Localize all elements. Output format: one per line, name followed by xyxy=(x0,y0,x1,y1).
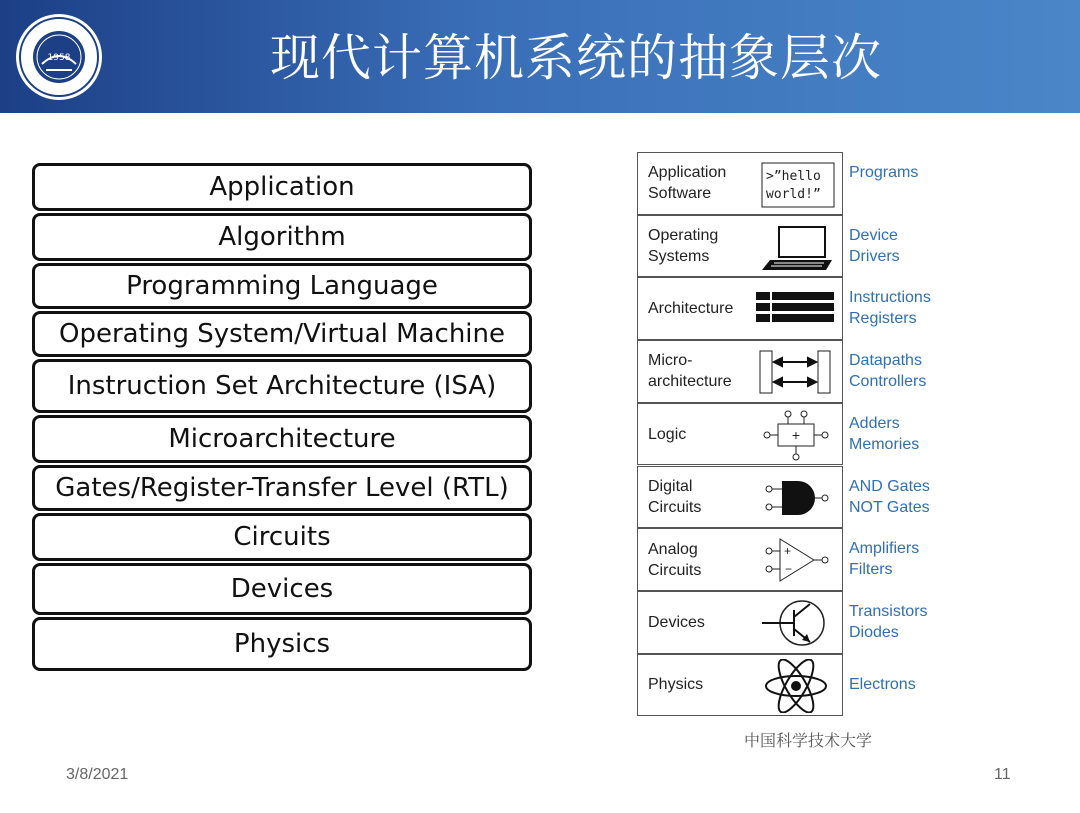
terminal-line-1: >”hello xyxy=(766,169,821,184)
abstraction-level-label: Digital Circuits xyxy=(648,477,702,516)
layer-box: Circuits xyxy=(32,513,532,561)
opamp-icon xyxy=(752,533,836,587)
abstraction-example-label: Datapaths Controllers xyxy=(849,352,927,391)
slide-page-number: 11 xyxy=(994,766,1011,783)
adder-icon xyxy=(752,408,836,462)
laptop-icon xyxy=(752,220,836,274)
abstraction-row xyxy=(637,340,843,403)
abstraction-row xyxy=(637,403,843,466)
abstraction-row xyxy=(637,528,843,591)
datapath-icon xyxy=(752,345,836,399)
university-logo xyxy=(14,12,104,102)
layer-box: Operating System/Virtual Machine xyxy=(32,311,532,357)
abstraction-example-label: Amplifiers Filters xyxy=(849,540,920,579)
and-gate-icon xyxy=(752,471,836,525)
abstraction-row xyxy=(637,466,843,529)
slide-header xyxy=(0,0,1080,113)
abstraction-example-label: AND Gates NOT Gates xyxy=(849,477,930,516)
abstraction-level-label: Logic xyxy=(648,425,687,443)
page-title: 现代计算机系统的抽象层次 xyxy=(270,29,882,87)
abstraction-example-label: Transistors Diodes xyxy=(849,602,928,641)
abstraction-example-label: Adders Memories xyxy=(849,414,920,453)
layer-box: Microarchitecture xyxy=(32,415,532,463)
abstraction-level-label: Operating Systems xyxy=(648,227,719,266)
abstraction-row xyxy=(637,654,843,717)
abstraction-example-label: Instructions Registers xyxy=(849,289,931,328)
abstraction-level-label: Micro- architecture xyxy=(648,352,732,391)
layer-box: Gates/Register-Transfer Level (RTL) xyxy=(32,465,532,511)
svg-text:1958: 1958 xyxy=(47,53,71,63)
abstraction-row xyxy=(637,591,843,654)
svg-text:+: + xyxy=(791,426,801,443)
slide-date: 3/8/2021 xyxy=(66,766,129,783)
layer-box: Algorithm xyxy=(32,213,532,261)
abstraction-example-label: Device Drivers xyxy=(849,226,900,265)
university-caption: 中国科学技术大学 xyxy=(744,731,873,750)
abstraction-example-label: Electrons xyxy=(849,675,916,693)
hello-world-terminal-icon xyxy=(752,157,836,211)
abstraction-level-label: Architecture xyxy=(648,300,734,318)
abstraction-table xyxy=(637,152,843,716)
layer-box: Application xyxy=(32,163,532,211)
terminal-line-2: world!” xyxy=(766,187,821,202)
abstraction-level-label: Physics xyxy=(648,676,704,694)
svg-text:−: − xyxy=(785,562,793,577)
abstraction-row xyxy=(637,277,843,340)
svg-text:+: + xyxy=(784,544,792,559)
transistor-icon xyxy=(752,596,836,650)
layer-box: Physics xyxy=(32,617,532,671)
abstraction-row xyxy=(637,215,843,278)
abstraction-row xyxy=(637,152,843,215)
layer-box: Devices xyxy=(32,563,532,615)
instruction-bars-icon xyxy=(752,282,836,336)
layer-box: Instruction Set Architecture (ISA) xyxy=(32,359,532,413)
abstraction-level-label: Application Software xyxy=(648,164,727,203)
abstraction-level-label: Analog Circuits xyxy=(648,540,702,579)
layer-box: Programming Language xyxy=(32,263,532,309)
abstraction-example-label: Programs xyxy=(849,164,919,181)
abstraction-level-label: Devices xyxy=(648,613,705,631)
atom-icon xyxy=(752,659,836,713)
abstraction-layer-stack xyxy=(32,163,532,673)
